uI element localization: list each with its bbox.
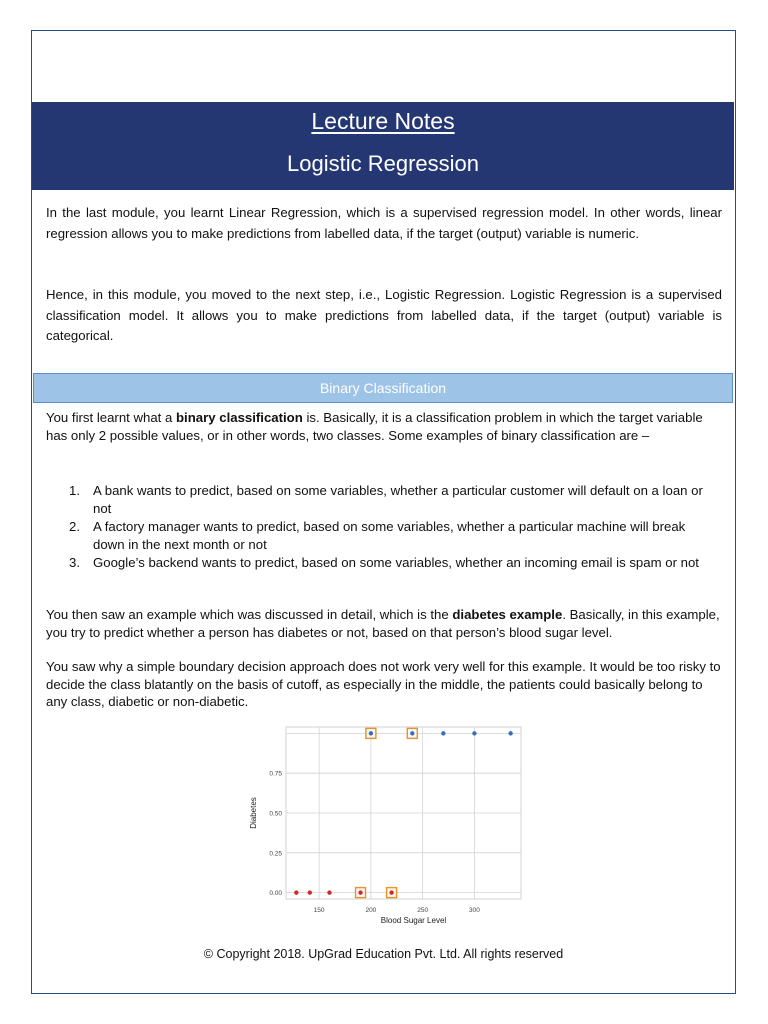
lecture-subtitle: Logistic Regression [287, 151, 479, 176]
list-item-text: A factory manager wants to predict, based on some variables, whether a particular machine will break down in the next month or not [93, 519, 686, 552]
y-tick-label: 0.25 [269, 850, 282, 858]
data-point [410, 731, 414, 735]
x-tick-label: 300 [468, 907, 480, 914]
x-tick-label: 250 [417, 907, 429, 914]
data-point [508, 731, 512, 735]
list-item-number: 1. [69, 483, 80, 498]
x-axis-label: Blood Sugar Level [380, 916, 447, 925]
diabetes-text-post: . Basically, in this example, you try to predict whether a person has diabetes or not, based on that person’s blood sugar level. [46, 607, 720, 640]
diabetes-text-bold: diabetes example [452, 607, 563, 622]
list-item-text: Google’s backend wants to predict, based on some variables, whether an incoming email is spam or not [93, 555, 699, 570]
data-point [472, 731, 476, 735]
lecture-title: Lecture Notes [311, 108, 455, 134]
boundary-decision-paragraph: You saw why a simple boundary decision approach does not work very well for this example. It would be too risky to decide the class blatantly on the basis of cutoff, as especially in the middle, the patients could basically belong to any class, diabetic or non-diabetic. [46, 659, 721, 709]
list-item-text: A bank wants to predict, based on some variables, whether a particular customer will default on a loan or not [93, 483, 703, 516]
list-item [66, 554, 716, 572]
y-tick-label: 0.50 [269, 810, 282, 818]
data-point [327, 890, 331, 894]
data-point [294, 890, 298, 894]
binary-text-bold: binary classification [176, 410, 303, 425]
y-axis-label: Diabetes [249, 797, 258, 829]
list-item [66, 518, 716, 553]
data-point [369, 731, 373, 735]
data-point [389, 890, 393, 894]
list-item-number: 3. [69, 555, 80, 570]
intro-paragraph-1: In the last module, you learnt Linear Regression, which is a supervised regression model. In other words, linear regression allows you to make predictions from labelled data, if the target (output) variable is numeric. [46, 205, 722, 241]
binary-text-pre: You first learnt what a [46, 410, 176, 425]
list-item [66, 482, 716, 517]
x-tick-label: 150 [313, 907, 325, 914]
y-tick-label: 0.75 [269, 770, 282, 778]
diabetes-text-pre: You then saw an example which was discussed in detail, which is the [46, 607, 453, 622]
data-point [308, 890, 312, 894]
data-point [441, 731, 445, 735]
x-tick-label: 200 [365, 907, 377, 914]
page-frame [31, 30, 736, 994]
data-point [358, 890, 362, 894]
diabetes-example-paragraph [46, 606, 726, 641]
diabetes-scatter-chart [244, 719, 524, 925]
intro-paragraph-2: Hence, in this module, you moved to the next step, i.e., Logistic Regression. Logistic Regression is a supervised classification model. It allows you to make predictions from labelled data, if the target (output) variable is categorical. [46, 287, 722, 343]
list-item-number: 2. [69, 519, 80, 534]
title-banner [32, 102, 734, 190]
scatter-plot-svg [244, 719, 524, 925]
binary-classification-paragraph [46, 409, 726, 444]
copyright-footer: © Copyright 2018. UpGrad Education Pvt. Ltd. All rights reserved [203, 947, 564, 961]
examples-list [66, 482, 716, 573]
binary-text-post: is. Basically, it is a classification problem in which the target variable has only 2 possible values, or in other words, two classes. Some examples of binary classification are – [46, 410, 703, 443]
y-tick-label: 0.00 [269, 890, 282, 898]
section-header-binary-classification: Binary Classification [33, 373, 733, 403]
